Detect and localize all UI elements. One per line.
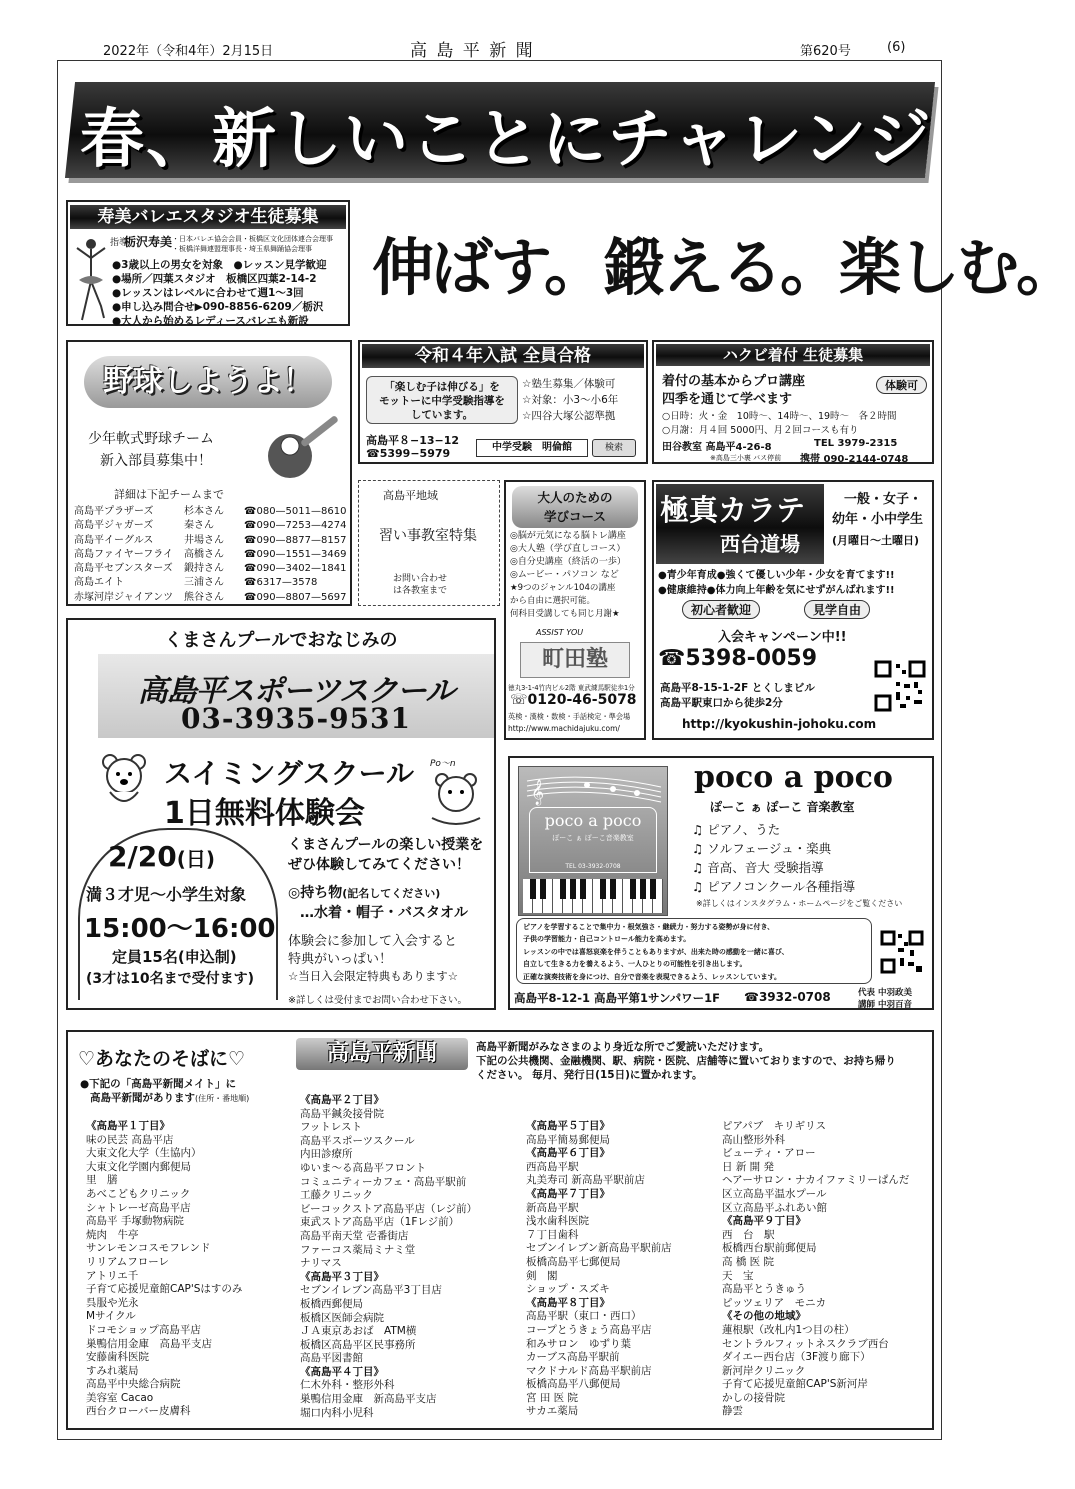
juku-subjects: 英検・漢検・数検・手話検定・準会場 (508, 712, 631, 721)
piano-title: poco a poco (694, 760, 893, 795)
kimono-ad (652, 340, 934, 464)
swim-ad (66, 618, 496, 1010)
exam-address: 高島平８−13−12 (366, 434, 460, 447)
list-item: 高島平南天堂 壱番街店 (300, 1229, 409, 1242)
karate-line: ●青少年育成●強くて優しい少年・少女を育てます!! (658, 570, 895, 581)
phone-icon: ☎ (244, 548, 257, 560)
team-contact: 熊谷さん (184, 591, 224, 603)
list-item: サカエ薬局 (526, 1405, 579, 1418)
list-item: 高島平スポーツスクール (300, 1134, 415, 1147)
trial-capacity-note: (3才は10名まで受付ます) (86, 971, 255, 987)
list-item: 堀口内科小児科 (300, 1406, 374, 1419)
list-item: 日 新 開 発 (722, 1160, 775, 1173)
karate-who: 幼年・小中学生 (832, 512, 924, 527)
qr-code-icon (874, 660, 926, 712)
headline-text: 春、新しいことにチャレンジ (80, 102, 933, 177)
mates-heading: ♡あなたのそばに♡ (78, 1048, 246, 1070)
list-item: セブンイレブン新高島平駅前店 (526, 1242, 672, 1255)
juku-phone: ☏0120-46-5078 (510, 692, 637, 708)
team-row (74, 576, 346, 590)
kimono-stop: ※高島三小裏 バス停前 (710, 454, 782, 462)
list-item: 丸美寿司 新高島平駅前店 (526, 1174, 645, 1187)
team-contact: 井場さん (184, 534, 224, 546)
piano-photo-title: poco a poco (544, 811, 642, 830)
list-item: ビューティ・アロー (722, 1147, 816, 1160)
baseball-glove-icon (264, 422, 340, 482)
piano-item: ピアノ、うた (707, 822, 781, 837)
piano-rep: 代表 中羽政美 (858, 988, 912, 998)
team-row (74, 562, 346, 576)
swim-title: スイミングスクール (164, 757, 415, 790)
juku-url[interactable]: http://www.machidajuku.com/ (508, 724, 620, 733)
kimono-detail: ○月謝：月４回 5000円、月２回コースも有り (662, 425, 859, 436)
karate-ad (652, 480, 934, 740)
list-item: 新高島平駅 (526, 1201, 579, 1214)
list-item: 高島平 手塚動物病院 (86, 1215, 184, 1228)
distribution-list (66, 1030, 934, 1430)
karate-url[interactable]: http://kyokushin-johoku.com (682, 717, 877, 731)
list-item: 味の民芸 高島平店 (86, 1133, 174, 1146)
swim-join: ☆当日入会限定特典もあります☆ (288, 969, 459, 983)
team-name: 高島ファイヤーフライ (74, 548, 173, 560)
list-item: ダイエー西台店（3F渡り廊下） (722, 1351, 871, 1364)
mates-lead: 高島平新聞があります(住所・番地順) (90, 1092, 250, 1104)
piano-ad (508, 756, 934, 1010)
list-item: サンレモンコスモフレンド (86, 1242, 211, 1255)
swim-head: くまさんプールでおなじみの (164, 630, 398, 651)
team-contact: 杉本さん (184, 506, 224, 517)
piano-item: 音高、音大 受験指導 (707, 860, 824, 875)
list-item: 高 橋 医 院 (722, 1255, 775, 1268)
list-heading: 《高島平７丁目》 (526, 1187, 610, 1200)
piano-phone: ☎3932-0708 (744, 990, 831, 1004)
list-heading: 《高島平１丁目》 (86, 1120, 170, 1132)
list-item: 仁木外科・整形外科 (300, 1379, 395, 1392)
piano-description: ピアノを学習することで集中力・根気強さ・継続力・努力する姿勢が身に付き、 子供の学習能力・自己コントロール能力を高めます。 レッスンの中では喜怒哀楽を伴うこともありますが、出来た時の感動を一緒に喜び、 自立して生きる力を養えるよう、一人ひとりの可能性を引き出します。 正確な演奏技術を身につけ、自分で音楽を表現できるよう、レッスンしています。 (516, 918, 872, 984)
ballet-line: ●3歳以上の男女を対象 ●レッスン見学歓迎 (112, 259, 327, 271)
kimono-line: 四季を通じて学べます (662, 392, 793, 407)
team-phone: ☎090—8877—8157 (244, 534, 347, 546)
baseball-lead: 新入部員募集中！ (100, 453, 212, 469)
bear-swimming-icon (428, 768, 484, 828)
list-item: フットレスト (300, 1121, 362, 1134)
list-item: コミュニティーカフェ・高島平駅前 (300, 1175, 467, 1188)
list-item: 西 台 駅 (722, 1228, 775, 1241)
mates-intro: ください。 毎月、発行日(15日)に置かれます。 (476, 1069, 703, 1081)
exam-motto: しています。 (410, 409, 474, 421)
phone-icon: ☎ (244, 520, 257, 532)
list-item: あべこどもクリニック (86, 1187, 191, 1200)
list-item: 高島平中央総合病院 (86, 1378, 181, 1391)
kimono-line: 着付の基本からプロ講座 (662, 374, 806, 389)
search-button[interactable]: 検索 (592, 439, 636, 457)
list-item: ファーコス薬局ミナミ堂 (300, 1243, 416, 1256)
list-item: 静雲 (722, 1405, 743, 1418)
list-heading: 《高島平６丁目》 (526, 1147, 610, 1160)
teacher-affil: ・日本バレエ協会会員・板橋区文化団体連合会理事 (172, 235, 333, 243)
juku-name: 町田塾 (520, 642, 630, 678)
teacher-label: 指導 (110, 238, 129, 248)
juku-address: 徳丸3-1-4竹内ビル2階 東武練馬駅徒歩1分 (508, 684, 635, 692)
list-item: 里 膳 (86, 1174, 118, 1187)
piano-item: ピアノコンクール各種指導 (707, 879, 856, 894)
team-contact: 三浦さん (184, 577, 224, 589)
list-item: 巣鴨信用金庫 新高島平支店 (300, 1393, 437, 1406)
team-contact: 高橋さん (184, 548, 224, 560)
piano-item: ソルフェージュ・楽典 (707, 841, 832, 856)
team-phone: ☎080—5011—8610 (244, 506, 347, 517)
svg-text:𝄞: 𝄞 (531, 780, 545, 805)
team-name: 高島平ジャガーズ (74, 520, 154, 532)
issue-date: 2022年（令和4年）2月15日 (103, 44, 274, 59)
swim-join: 体験会に参加して入会すると (288, 934, 458, 949)
list-item: すみれ薬局 (86, 1364, 139, 1377)
list-item: 天 宝 (722, 1269, 754, 1282)
exam-motto: モットーに中学受験指導を (379, 395, 505, 407)
swim-join: 特典がいっぱい！ (288, 952, 393, 967)
list-item: 大東文化大学（生協内） (86, 1147, 202, 1160)
list-item: 安藤歯科医院 (86, 1351, 149, 1364)
list-item: 板橋区医師会病院 (300, 1311, 384, 1324)
swim-bring-items: …水着・帽子・バスタオル (300, 905, 468, 921)
music-staff-icon (527, 773, 661, 803)
karate-who: 一般・女子・ (844, 492, 923, 507)
phone-icon: ☎ (244, 534, 257, 546)
list-item: ゆいま〜る高島平フロント (300, 1161, 426, 1174)
piano-photo-tel: TEL 03-3932-0708 (565, 863, 621, 870)
ballet-line: ●大人から始めるレディースバレエも新設 (112, 315, 309, 327)
mates-column (86, 1120, 242, 1419)
kimono-detail: ○日時：火・金 10時〜、14時〜、19時〜 各２時間 (662, 411, 897, 422)
list-item: ドコモショップ高島平店 (86, 1323, 201, 1336)
ballet-line: ●レッスンはレベルに合わせて週1〜3回 (112, 287, 304, 299)
ballet-line: ●申し込み問合せ▶090-8856-6209／栃沢 (112, 301, 324, 313)
mates-logo: 高島平新聞 (296, 1038, 468, 1070)
list-item: 高島平駅（東口・西口） (526, 1310, 642, 1323)
list-item: アトリエ千 (86, 1269, 139, 1282)
list-item: カーブス高島平駅前 (526, 1351, 620, 1364)
karate-badge: 初心者歓迎 (682, 600, 760, 619)
swim-bring: ◎持ち物(記名してください) (288, 885, 441, 901)
mates-intro: 下記の公共機関、金融機関、駅、病院・医院、店舗等に置いておりますので、お持ち帰り (476, 1055, 896, 1067)
karate-address: 高島平8-15-1-2F とくしまビル (660, 682, 815, 694)
list-item: 西台クローバー皮膚科 (86, 1405, 191, 1418)
list-item: マクドナルド高島平駅前店 (526, 1364, 652, 1377)
piano-black-key (540, 879, 546, 899)
trial-capacity: 定員15名(申込制) (112, 948, 237, 966)
exam-motto: 「楽しむ子は伸びる」を (384, 381, 500, 393)
list-item: 美容室 Cacao (86, 1391, 154, 1404)
piano-photo-sub: ぽーこ ぁ ぽーこ音楽教室 (552, 834, 634, 842)
swim-bubble: Po〜n (430, 759, 456, 769)
trial-badge: 体験可 (876, 376, 927, 394)
juku-item: ◎大人塾（学び直しコース） (510, 544, 626, 554)
karate-name: 極真カラテ (660, 493, 806, 527)
exam-phone: ☎5399−5979 (366, 447, 451, 460)
kimono-mobile: 携帯 090-2144-0748 (800, 454, 909, 465)
list-item: ピッツェリア モニカ (722, 1296, 827, 1309)
karate-dojo: 西台道場 (720, 532, 800, 556)
list-item: 呉服や光永 (86, 1296, 139, 1309)
piano-black-key (650, 879, 656, 899)
mates-column (722, 1120, 909, 1419)
piano-keys (523, 879, 663, 913)
piano-black-key (580, 879, 586, 899)
baseball-detail: 詳細は下記チームまで (114, 488, 224, 501)
juku-note: から自由に選択可能。 (510, 596, 596, 606)
trial-time: 15:00〜16:00 (84, 914, 276, 944)
piano-black-key (640, 879, 646, 899)
ballerina-icon (74, 236, 108, 322)
swim-pitch: ぜひ体験してみてください！ (288, 857, 470, 873)
team-list (74, 505, 346, 605)
feature-area: 高島平地域 (383, 489, 438, 502)
team-phone: ☎090—7253—4274 (244, 520, 347, 532)
ballet-line: ●場所／四葉スタジオ 板橋区四葉2-14-2 (112, 273, 317, 285)
list-item: ７丁目歯科 (526, 1228, 579, 1241)
list-item: ナリマス (300, 1257, 342, 1270)
list-heading: 《その他の地域》 (722, 1310, 806, 1323)
swim-pitch: くまさんプールの楽しい授業を (288, 837, 484, 853)
swim-title: 1日無料体験会 (164, 796, 365, 831)
list-item: 大東文化学園内郵便局 (86, 1160, 191, 1173)
swim-name: 高島平スポーツスクール (137, 674, 455, 709)
mates-lead: ●下記の「高島平新聞メイト」に (80, 1078, 236, 1090)
piano-subtitle: ぽーこ ぁ ぽーこ 音楽教室 (710, 800, 855, 814)
juku-ad (504, 480, 646, 740)
juku-assist: ASSIST YOU (536, 628, 584, 637)
list-item: 蓮根駅（改札内1つ目の柱） (722, 1323, 855, 1336)
team-row (74, 519, 346, 533)
team-name: 高島平プラザーズ (74, 506, 154, 517)
list-item: 区立高島平ふれあい館 (722, 1201, 827, 1214)
phone-icon: ☎ (244, 577, 257, 589)
karate-address: 高島平駅東口から徒歩2分 (660, 697, 783, 709)
list-item: 板橋高島平八郵便局 (526, 1378, 621, 1391)
music-note-icon: ♫ (692, 879, 708, 894)
piano-black-key (630, 879, 636, 899)
list-heading: 《高島平８丁目》 (526, 1296, 610, 1309)
list-item: ショップ・スズキ (526, 1283, 610, 1296)
list-item: 高島平図書館 (300, 1352, 363, 1365)
list-heading: 《高島平５丁目》 (526, 1120, 610, 1132)
list-item: 和みサロン ゆずり葉 (526, 1337, 631, 1350)
team-phone: ☎6317—3578 (244, 577, 318, 589)
list-item: セントラルフィットネスクラブ西台 (722, 1337, 889, 1350)
list-item: セブンイレブン高島平3丁目店 (300, 1284, 442, 1297)
page-number: (6) (887, 40, 906, 55)
phone-icon: ☎ (658, 646, 686, 671)
karate-phone: ☎5398-0059 (658, 646, 817, 671)
mates-column (526, 1120, 672, 1419)
baseball-title: 野球しようよ！ (84, 356, 332, 408)
qr-code-icon (880, 930, 924, 974)
phone-icon: ☎ (244, 591, 257, 603)
list-item: ヘアーサロン・ナカイファミリーぱんだ (722, 1174, 910, 1187)
list-item: 子育て応援児童館CAP'Sはすのみ (86, 1283, 243, 1296)
list-item: 東武ストア高島平店（1Fレジ前） (300, 1216, 460, 1229)
list-item: 焼肉 牛亭 (86, 1228, 139, 1241)
team-contact: 鍛持さん (184, 563, 224, 575)
list-item: ビーコックストア高島平店（レジ前） (300, 1202, 478, 1215)
piano-black-key (530, 879, 536, 899)
list-item: 板橋西郵便局 (300, 1297, 363, 1310)
list-item: 工藤クリニック (300, 1189, 373, 1202)
exam-bullet: ☆塾生募集／体験可 (522, 378, 616, 390)
juku-note: 何科目受講しても同じ月謝★ (510, 609, 620, 619)
piano-black-key (610, 879, 616, 899)
kimono-tel: TEL 3979-2315 (814, 438, 898, 449)
team-row (74, 591, 346, 605)
list-item: シャトレーゼ高島平店 (86, 1201, 191, 1214)
team-name: 赤塚河岸ジャイアンツ (74, 591, 174, 603)
swim-note: ※詳しくは受付までお問い合わせ下さい。 (288, 995, 467, 1006)
karate-campaign: 入会キャンペーン中!! (718, 630, 847, 645)
juku-title: 大人のための (537, 490, 613, 505)
feature-ask: お問い合わせ (393, 574, 448, 584)
list-item: 内田診療所 (300, 1148, 353, 1161)
team-phone: ☎090—1551—3469 (244, 548, 347, 560)
exam-bullet: ☆対象：小3〜小6年 (522, 394, 619, 406)
team-row (74, 534, 346, 548)
juku-item: ◎脳が元気になる脳トレ講座 (510, 531, 626, 541)
trial-target: 満３才児〜小学生対象 (86, 885, 247, 904)
list-item: ＪＡ東京あおば ATM横 (300, 1325, 417, 1338)
team-contact: 秦さん (184, 520, 214, 532)
list-item: 西高島平駅 (526, 1160, 579, 1173)
kimono-room: 田谷教室 高島平4-26-8 (662, 442, 772, 453)
mates-column (300, 1094, 477, 1420)
exam-title: 令和４年入試 全員合格 (362, 344, 644, 368)
karate-line: ●健康維持●体力向上年齢を気にせずがんばれます!! (658, 585, 895, 596)
feature-title: 習い事教室特集 (379, 528, 477, 544)
list-item: 子育て応援児童館CAP'S新河岸 (722, 1378, 868, 1391)
list-heading: 《高島平２丁目》 (300, 1094, 384, 1106)
juku-item: ◎自分史講座（終活の一歩） (510, 557, 626, 567)
kimono-title: ハクビ着付 生徒募集 (656, 344, 930, 366)
free-dial-icon: ☏ (510, 692, 528, 708)
list-item: 高島平鍼灸接骨院 (300, 1107, 384, 1120)
phone-icon: ☎ (244, 506, 257, 517)
exam-ad (358, 340, 648, 464)
phone-icon: ☎ (366, 447, 380, 460)
list-item: 剣 閣 (526, 1269, 558, 1282)
list-item: 宮 田 医 院 (526, 1391, 579, 1404)
list-item: ピアパブ キリギリス (722, 1120, 826, 1132)
piano-note: ※詳しくはインスタグラム・ホームページをご覧ください (696, 899, 903, 908)
list-item: コープとうきょう高島平店 (526, 1323, 652, 1336)
list-item: リリアムフローレ (86, 1255, 170, 1268)
list-item: 高島平とうきゅう (722, 1283, 806, 1296)
piano-black-key (570, 879, 576, 899)
list-item: 区立高島平温水プール (722, 1187, 827, 1200)
piano-black-key (600, 879, 606, 899)
list-item: 高島平簡易郵便局 (526, 1133, 610, 1146)
karate-badge: 見学自由 (804, 600, 870, 619)
ballet-ad (66, 200, 350, 326)
feature-box (358, 480, 500, 606)
music-note-icon: ♫ (692, 841, 708, 856)
teacher-name: 栃沢寿美 (124, 235, 173, 249)
ballet-title: 寿美バレエスタジオ生徒募集 (70, 205, 346, 229)
team-name: 高島平セブンスターズ (74, 563, 173, 575)
list-item: 浅水歯科医院 (526, 1215, 589, 1228)
newspaper-name: 高 島 平 新 聞 (410, 41, 535, 61)
team-name: 高島エイト (74, 577, 124, 589)
team-name: 高島平イーグルス (74, 534, 154, 546)
juku-item: ◎ムービー・パソコン など (510, 570, 619, 580)
phone-icon: ☎ (244, 563, 257, 575)
list-item: 新河岸クリニック (722, 1364, 806, 1377)
juku-note: ★9つのジャンル104の講座 (510, 583, 616, 593)
teacher-affil: ・板橋洋舞連盟理事長・埼玉県舞踊協会理事 (172, 245, 312, 253)
slogan: 伸ばす。鍛える。楽しむ。 (372, 231, 1075, 304)
list-item: 板橋区高島平区民事務所 (300, 1338, 416, 1351)
list-heading: 《高島平３丁目》 (300, 1270, 384, 1283)
list-item: 板橋西台駅前郵便局 (722, 1242, 817, 1255)
juku-title: 学びコース (544, 509, 606, 524)
exam-bullet: ☆四谷大塚公認準拠 (522, 410, 616, 422)
piano-black-key (560, 879, 566, 899)
piano-address: 高島平8-12-1 高島平第1サンパワー1F (514, 991, 721, 1005)
trial-date: 2/20(日) (108, 840, 215, 873)
team-row (74, 505, 346, 519)
team-phone: ☎090—3402—1841 (244, 563, 347, 575)
mates-intro: 高島平新聞がみなさまのより身近な所でご愛読いただけます。 (476, 1041, 770, 1053)
list-item: 高山整形外科 (722, 1133, 785, 1146)
feature-ask: は各教室まで (393, 586, 448, 596)
baseball-lead: 少年軟式野球チーム (88, 431, 214, 447)
team-phone: ☎090—8807—5697 (244, 591, 347, 603)
piano-photo (518, 766, 668, 916)
list-item: かしの接骨院 (722, 1391, 785, 1404)
phone-icon: ☎ (744, 990, 759, 1004)
piano-rep: 講師 中羽百音 (858, 1000, 912, 1010)
list-item: Mサイクル (86, 1310, 136, 1323)
team-row (74, 548, 346, 562)
music-note-icon: ♫ (692, 822, 708, 837)
music-note-icon: ♫ (692, 860, 708, 875)
list-item: 板橋高島平七郵便局 (526, 1255, 621, 1268)
baseball-ad (66, 340, 352, 606)
issue-number: 第620号 (800, 44, 851, 59)
swim-tel: 03-3935-9531 (180, 702, 412, 735)
karate-days: (月曜日〜土曜日) (832, 534, 920, 547)
list-heading: 《高島平４丁目》 (300, 1365, 384, 1378)
search-box[interactable]: 中学受験 明倫館 (476, 439, 588, 457)
list-heading: 《高島平９丁目》 (722, 1215, 806, 1228)
list-item: 巣鴨信用金庫 高島平支店 (86, 1337, 212, 1350)
bear-icon (98, 752, 150, 808)
